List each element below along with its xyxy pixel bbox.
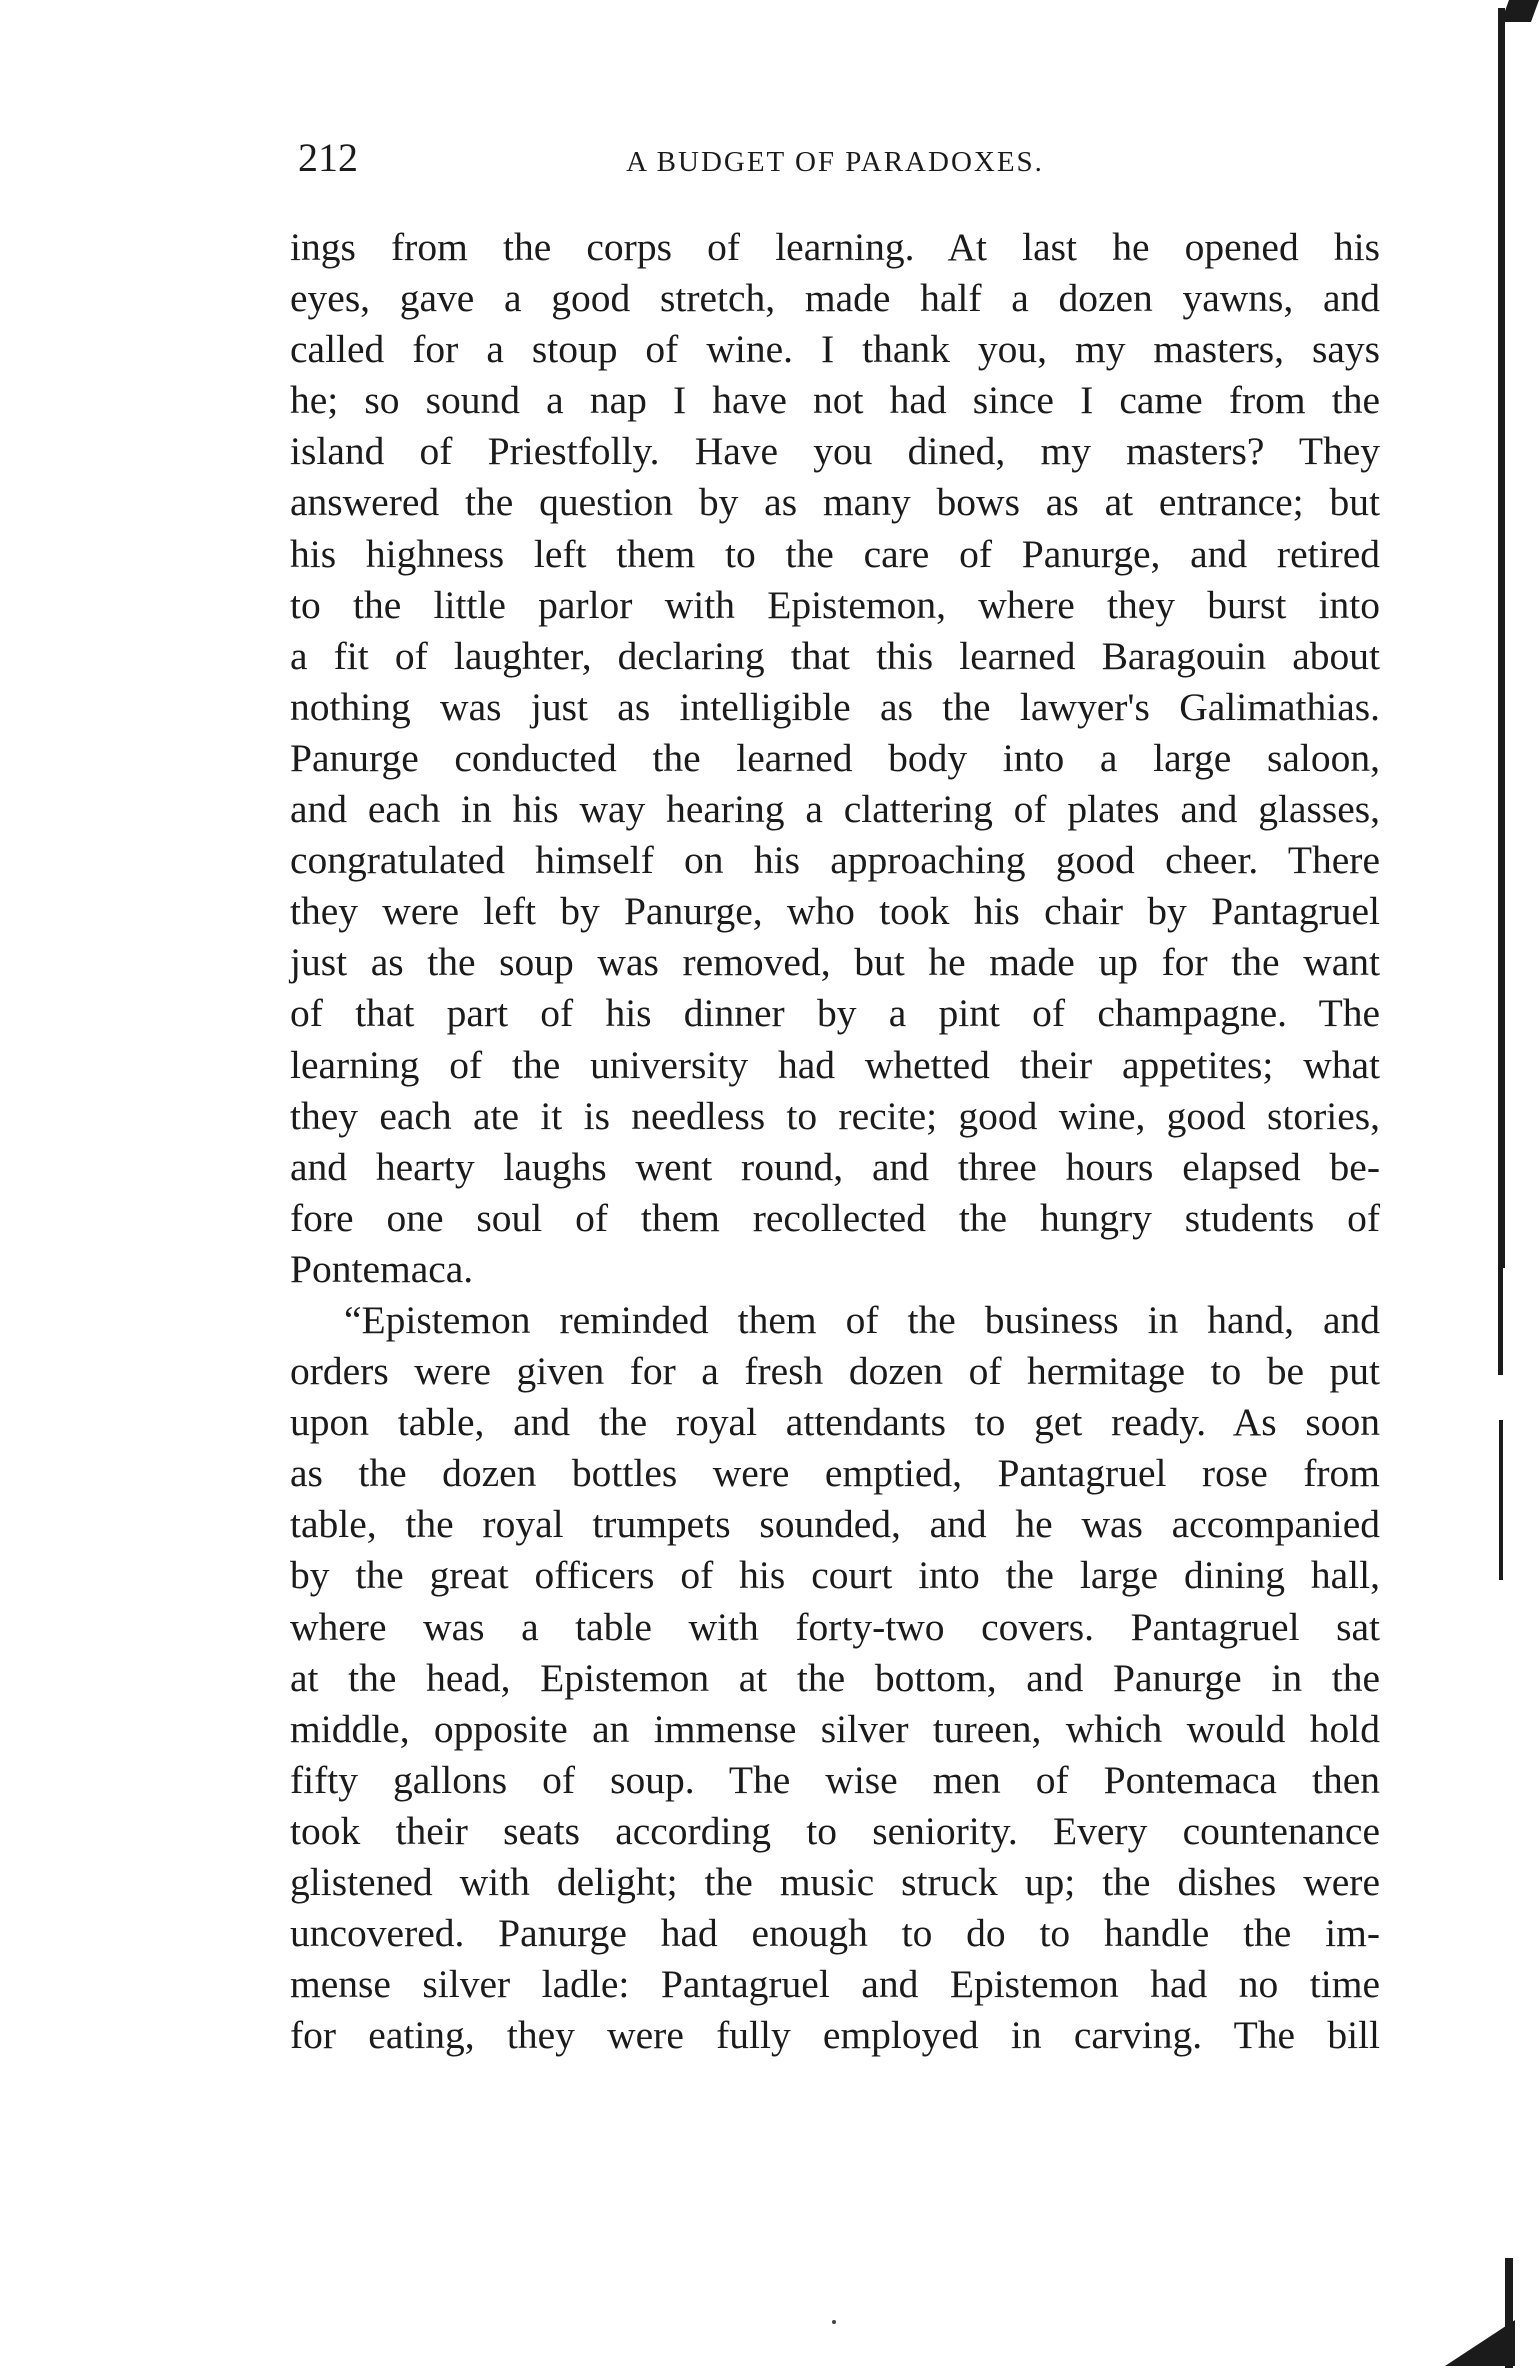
text-line: and each in his way hearing a clattering of plates and glasses, <box>290 787 1380 832</box>
text-line: where was a table with forty-two covers. Pantagruel sat <box>290 1604 1380 1649</box>
text-line: fore one soul of them recollected the hungry students of <box>290 1195 1380 1240</box>
text-line: glistened with delight; the music struck up; the dishes were <box>290 1860 1380 1904</box>
text-line: middle, opposite an immense silver tureen, which would hold <box>290 1706 1380 1751</box>
text-line: he; so sound a nap I have not had since I came from the <box>290 378 1380 423</box>
text-line: mense silver ladle: Pantagruel and Epistemon had no time <box>290 1962 1380 2007</box>
text-line: eyes, gave a good stretch, made half a dozen yawns, and <box>290 276 1380 321</box>
text-line: of that part of his dinner by a pint of champagne. The <box>290 991 1380 1036</box>
text-line: to the little parlor with Epistemon, where they burst into <box>290 582 1380 627</box>
text-line: island of Priestfolly. Have you dined, my masters? They <box>290 429 1380 474</box>
text-line: table, the royal trumpets sounded, and he was accompanied <box>290 1502 1380 1547</box>
scan-edge-shadow <box>1499 1420 1503 1580</box>
text-line: uncovered. Panurge had enough to do to handle the im- <box>290 1911 1380 1956</box>
running-title: A BUDGET OF PARADOXES. <box>626 146 1044 178</box>
running-head <box>290 128 1380 188</box>
text-line: his highness left them to the care of Panurge, and retired <box>290 531 1380 576</box>
text-line: just as the soup was removed, but he made up for the want <box>290 940 1380 985</box>
text-line: at the head, Epistemon at the bottom, and Panurge in the <box>290 1655 1380 1700</box>
text-line: and hearty laughs went round, and three hours elapsed be- <box>290 1144 1380 1189</box>
scan-corner-mark <box>1445 2320 1515 2366</box>
text-line: answered the question by as many bows as at entrance; but <box>290 480 1380 525</box>
text-line: for eating, they were fully employed in carving. The bill <box>290 2013 1380 2058</box>
text-line: nothing was just as intelligible as the lawyer's Galimathias. <box>290 684 1380 729</box>
text-line: congratulated himself on his approaching good cheer. There <box>290 838 1380 883</box>
text-line: a fit of laughter, declaring that this learned Baragouin about <box>290 633 1380 678</box>
page-number: 212 <box>298 135 358 180</box>
text-line: orders were given for a fresh dozen of hermitage to be put <box>290 1349 1380 1394</box>
body-text <box>290 222 1380 2061</box>
text-line: called for a stoup of wine. I thank you, my masters, says <box>290 327 1380 372</box>
scan-edge-shadow <box>1498 1265 1503 1375</box>
text-line: fifty gallons of soup. The wise men of Pontemaca then <box>290 1757 1380 1802</box>
text-line: upon table, and the royal attendants to get ready. As soon <box>290 1400 1380 1445</box>
text-line: Pontemaca. <box>290 1246 474 1291</box>
text-line: learning of the university had whetted their appetites; what <box>290 1042 1380 1087</box>
paragraph-start-line: “Epistemon reminded them of the business in hand, and <box>344 1297 1380 1342</box>
scan-edge-top-mark <box>1501 0 1539 22</box>
scan-edge-shadow <box>1498 8 1505 1268</box>
text-line: they were left by Panurge, who took his chair by Pantagruel <box>290 889 1380 934</box>
text-line: ings from the corps of learning. At last he opened his <box>290 225 1380 269</box>
text-line: they each ate it is needless to recite; good wine, good stories, <box>290 1093 1380 1138</box>
scan-speck <box>832 2320 836 2324</box>
text-line: Panurge conducted the learned body into a large saloon, <box>290 735 1380 780</box>
text-line: by the great officers of his court into the large dining hall, <box>290 1553 1380 1598</box>
text-line: as the dozen bottles were emptied, Pantagruel rose from <box>290 1451 1380 1496</box>
text-line: took their seats according to seniority. Every countenance <box>290 1808 1380 1853</box>
